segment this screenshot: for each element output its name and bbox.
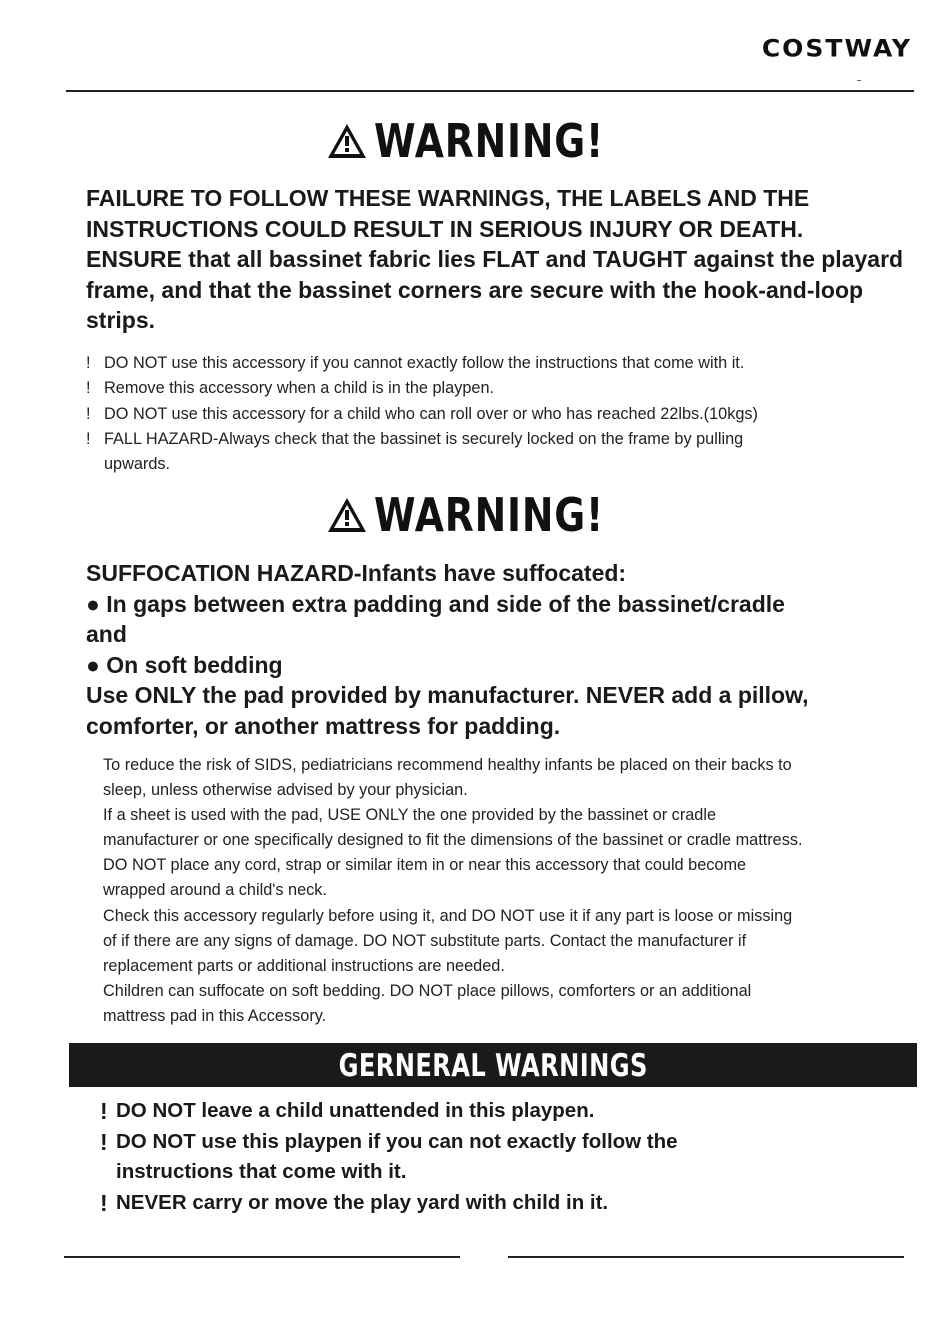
warning-heading-1 <box>0 114 936 171</box>
paragraph-line: wrapped around a child's neck. <box>103 881 327 900</box>
general-warnings-band <box>69 1043 917 1087</box>
warning-bold-line: FAILURE TO FOLLOW THESE WARNINGS, THE LABELS AND THE INSTRUCTIONS COULD RESULT IN SERIOUS INJURY OR DEATH. <box>86 185 810 242</box>
warning-heading-2 <box>0 488 936 545</box>
warning-bold-line: and <box>86 621 127 647</box>
general-warnings-list <box>100 1096 860 1218</box>
paragraph-line: replacement parts or additional instructions are needed. <box>103 956 505 975</box>
paragraph-line: sleep, unless otherwise advised by your physician. <box>103 781 468 800</box>
list-item: ! DO NOT use this accessory if you cannot exactly follow the instructions that come with it. <box>86 351 886 376</box>
list-item: ! DO NOT leave a child unattended in this playpen. <box>100 1096 860 1127</box>
brand-mark <box>857 80 861 81</box>
paragraph-line: DO NOT place any cord, strap or similar item in or near this accessory that could become <box>103 856 747 875</box>
warning-bold-line: Use ONLY the pad provided by manufacturer. NEVER add a pillow, comforter, or another mattress for padding. <box>86 682 809 739</box>
warning-heading-text-2: WARNING! <box>373 488 604 542</box>
paragraph-line: of if there are any signs of damage. DO NOT substitute parts. Contact the manufacturer if <box>103 931 747 950</box>
warning-bold-block-1 <box>86 183 906 336</box>
paragraph-line: Children can suffocate on soft bedding. DO NOT place pillows, comforters or an additional <box>103 981 752 1000</box>
list-item-continuation: upwards. <box>104 455 171 474</box>
exclamation-icon: ! <box>100 1098 108 1124</box>
warning-bold-line: ● In gaps between extra padding and side of the bassinet/cradle <box>86 590 785 617</box>
list-item: ! DO NOT use this accessory for a child who can roll over or who has reached 22lbs.(10kgs) <box>86 402 886 427</box>
exclamation-icon: ! <box>86 379 91 398</box>
warning-bold-block-2 <box>86 558 906 741</box>
list-item-continuation: instructions that come with it. <box>116 1160 407 1183</box>
warning-paragraphs-2 <box>103 753 923 1029</box>
warning-triangle-icon <box>326 496 368 534</box>
exclamation-icon: ! <box>100 1189 108 1216</box>
warning-list-1 <box>86 351 886 477</box>
brand-logo: COSTWAY <box>761 34 912 63</box>
list-item: ! FALL HAZARD-Always check that the bassinet is securely locked on the frame by pulling <box>86 427 886 452</box>
paragraph-line: To reduce the risk of SIDS, pediatricians recommend healthy infants be placed on their backs to <box>103 756 792 774</box>
paragraph-line: Check this accessory regularly before using it, and DO NOT use it if any part is loose or missing <box>103 906 793 925</box>
bottom-rule-left <box>64 1256 460 1258</box>
paragraph-line: manufacturer or one specifically designed to fit the dimensions of the bassinet or cradle mattress. <box>103 831 803 850</box>
exclamation-icon: ! <box>86 354 91 372</box>
warning-bold-line: SUFFOCATION HAZARD-Infants have suffocated: <box>86 560 627 586</box>
list-item: ! Remove this accessory when a child is in the playpen. <box>86 376 886 401</box>
exclamation-icon: ! <box>86 404 91 423</box>
warning-bold-line: ENSURE that all bassinet fabric lies FLAT and TAUGHT against the playard frame, and that the bassinet corners are secure with the hook-and-loop strips. <box>86 246 904 333</box>
bottom-rule-right <box>508 1256 904 1258</box>
paragraph-line: If a sheet is used with the pad, USE ONLY the one provided by the bassinet or cradle <box>103 806 717 825</box>
exclamation-icon: ! <box>86 429 91 448</box>
paragraph-line: mattress pad in this Accessory. <box>103 1006 327 1025</box>
warning-triangle-icon <box>326 122 368 160</box>
warning-heading-text-1: WARNING! <box>373 114 604 168</box>
exclamation-icon: ! <box>100 1128 108 1155</box>
top-rule <box>66 90 914 92</box>
list-item: ! DO NOT use this playpen if you can not exactly follow the <box>100 1127 860 1158</box>
warning-bold-line: ● On soft bedding <box>86 651 283 678</box>
general-warnings-heading: GERNERAL WARNINGS <box>338 1048 648 1084</box>
list-item: ! NEVER carry or move the play yard with child in it. <box>100 1188 860 1219</box>
